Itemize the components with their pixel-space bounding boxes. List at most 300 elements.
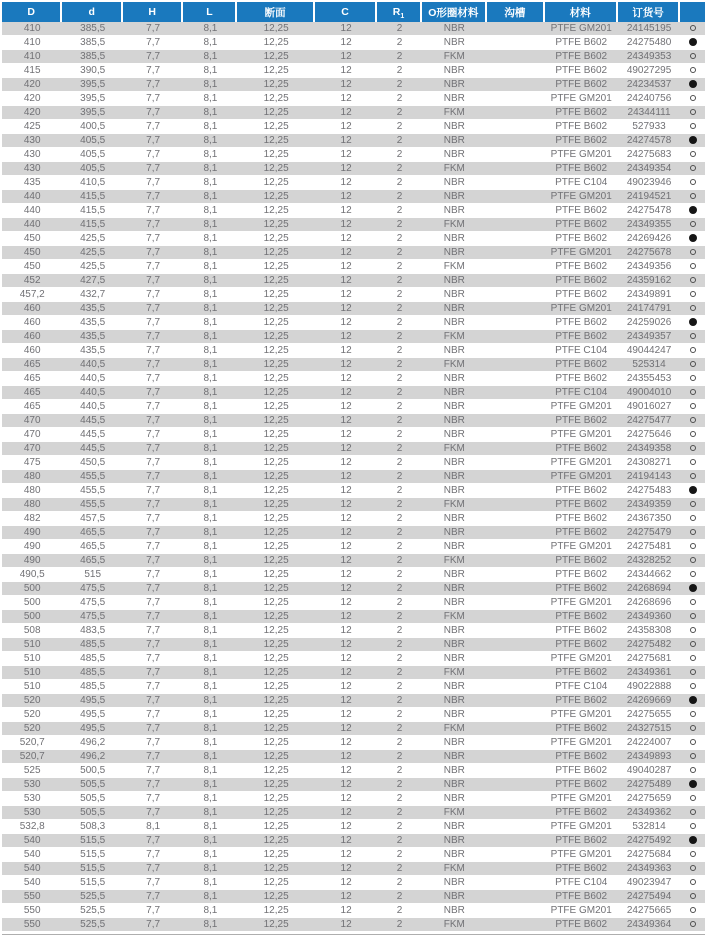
cell-d: 465,5	[62, 554, 122, 568]
table-row	[2, 36, 705, 50]
cell-status	[680, 526, 705, 540]
table-header	[2, 2, 705, 22]
cell-d: 485,5	[62, 666, 122, 680]
cell-H: 7,7	[123, 526, 183, 540]
cell-oring: NBR	[422, 78, 487, 92]
cell-oring: NBR	[422, 316, 487, 330]
cell-H: 7,7	[123, 624, 183, 638]
table-row	[2, 596, 705, 610]
circle-open-icon	[690, 683, 696, 689]
cell-C: 12	[315, 120, 378, 134]
cell-L: 8,1	[183, 484, 237, 498]
cell-L: 8,1	[183, 302, 237, 316]
cell-material: PTFE B602	[545, 134, 618, 148]
cell-order_no: 24240756	[618, 92, 681, 106]
col-header-C	[315, 2, 378, 22]
circle-open-icon	[690, 25, 696, 31]
cell-R1: 2	[377, 330, 421, 344]
cell-status	[680, 792, 705, 806]
cell-groove	[487, 148, 545, 162]
cell-H: 7,7	[123, 484, 183, 498]
cell-oring: NBR	[422, 400, 487, 414]
cell-status	[680, 750, 705, 764]
cell-groove	[487, 568, 545, 582]
cell-order_no: 24349353	[618, 50, 681, 64]
cell-duanmian: 12,25	[237, 106, 314, 120]
cell-H: 7,7	[123, 414, 183, 428]
cell-groove	[487, 344, 545, 358]
cell-order_no: 24359162	[618, 274, 681, 288]
cell-R1: 2	[377, 372, 421, 386]
circle-open-icon	[690, 459, 696, 465]
cell-material: PTFE GM201	[545, 92, 618, 106]
circle-open-icon	[690, 767, 696, 773]
cell-order_no: 49004010	[618, 386, 681, 400]
cell-order_no: 49044247	[618, 344, 681, 358]
cell-order_no: 24275646	[618, 428, 681, 442]
circle-open-icon	[690, 571, 696, 577]
circle-open-icon	[690, 613, 696, 619]
circle-open-icon	[690, 809, 696, 815]
cell-order_no: 532814	[618, 820, 681, 834]
cell-groove	[487, 260, 545, 274]
table-row	[2, 414, 705, 428]
cell-L: 8,1	[183, 232, 237, 246]
cell-status	[680, 414, 705, 428]
cell-D: 465	[2, 386, 62, 400]
cell-L: 8,1	[183, 120, 237, 134]
cell-d: 395,5	[62, 92, 122, 106]
cell-duanmian: 12,25	[237, 568, 314, 582]
cell-oring: FKM	[422, 50, 487, 64]
cell-R1: 2	[377, 526, 421, 540]
col-header-R1	[377, 2, 421, 22]
cell-duanmian: 12,25	[237, 36, 314, 50]
col-header-d	[62, 2, 122, 22]
cell-L: 8,1	[183, 568, 237, 582]
cell-R1: 2	[377, 512, 421, 526]
circle-open-icon	[690, 879, 696, 885]
table-row	[2, 526, 705, 540]
cell-duanmian: 12,25	[237, 484, 314, 498]
table-row	[2, 344, 705, 358]
circle-open-icon	[690, 501, 696, 507]
cell-d: 427,5	[62, 274, 122, 288]
cell-R1: 2	[377, 820, 421, 834]
cell-order_no: 24269669	[618, 694, 681, 708]
cell-H: 7,7	[123, 694, 183, 708]
circle-open-icon	[690, 921, 696, 927]
cell-groove	[487, 134, 545, 148]
cell-d: 455,5	[62, 498, 122, 512]
cell-duanmian: 12,25	[237, 358, 314, 372]
cell-D: 510	[2, 680, 62, 694]
cell-L: 8,1	[183, 666, 237, 680]
cell-L: 8,1	[183, 498, 237, 512]
cell-material: PTFE B602	[545, 694, 618, 708]
cell-D: 520,7	[2, 750, 62, 764]
cell-oring: NBR	[422, 778, 487, 792]
table-row	[2, 246, 705, 260]
cell-L: 8,1	[183, 344, 237, 358]
cell-R1: 2	[377, 218, 421, 232]
cell-duanmian: 12,25	[237, 274, 314, 288]
cell-material: PTFE B602	[545, 498, 618, 512]
cell-oring: NBR	[422, 834, 487, 848]
cell-d: 385,5	[62, 50, 122, 64]
cell-C: 12	[315, 274, 378, 288]
cell-R1: 2	[377, 470, 421, 484]
cell-duanmian: 12,25	[237, 890, 314, 904]
table-row	[2, 64, 705, 78]
table-row	[2, 92, 705, 106]
cell-d: 495,5	[62, 722, 122, 736]
cell-C: 12	[315, 722, 378, 736]
cell-d: 483,5	[62, 624, 122, 638]
cell-duanmian: 12,25	[237, 778, 314, 792]
cell-R1: 2	[377, 162, 421, 176]
cell-duanmian: 12,25	[237, 918, 314, 932]
cell-duanmian: 12,25	[237, 428, 314, 442]
circle-open-icon	[690, 95, 696, 101]
cell-groove	[487, 848, 545, 862]
table-bottom-rule	[2, 934, 705, 935]
circle-open-icon	[690, 249, 696, 255]
cell-D: 480	[2, 498, 62, 512]
cell-D: 465	[2, 358, 62, 372]
cell-order_no: 24275483	[618, 484, 681, 498]
cell-C: 12	[315, 918, 378, 932]
cell-status	[680, 764, 705, 778]
cell-H: 7,7	[123, 162, 183, 176]
cell-C: 12	[315, 428, 378, 442]
cell-R1: 2	[377, 148, 421, 162]
cell-order_no: 24349355	[618, 218, 681, 232]
cell-oring: NBR	[422, 876, 487, 890]
cell-groove	[487, 64, 545, 78]
cell-D: 420	[2, 106, 62, 120]
circle-open-icon	[690, 473, 696, 479]
cell-d: 495,5	[62, 708, 122, 722]
cell-D: 470	[2, 428, 62, 442]
col-header-label: L	[206, 6, 213, 18]
cell-d: 415,5	[62, 204, 122, 218]
cell-R1: 2	[377, 246, 421, 260]
cell-groove	[487, 666, 545, 680]
circle-open-icon	[690, 179, 696, 185]
cell-material: PTFE B602	[545, 918, 618, 932]
cell-d: 515,5	[62, 848, 122, 862]
cell-material: PTFE B602	[545, 274, 618, 288]
table-row	[2, 372, 705, 386]
cell-C: 12	[315, 540, 378, 554]
cell-L: 8,1	[183, 260, 237, 274]
cell-d: 475,5	[62, 610, 122, 624]
circle-filled-icon	[689, 38, 697, 46]
cell-status	[680, 470, 705, 484]
cell-C: 12	[315, 610, 378, 624]
cell-order_no: 24349364	[618, 918, 681, 932]
circle-open-icon	[690, 725, 696, 731]
cell-C: 12	[315, 456, 378, 470]
cell-R1: 2	[377, 78, 421, 92]
cell-H: 7,7	[123, 848, 183, 862]
cell-L: 8,1	[183, 372, 237, 386]
cell-status	[680, 92, 705, 106]
circle-open-icon	[690, 823, 696, 829]
circle-open-icon	[690, 865, 696, 871]
cell-order_no: 24344662	[618, 568, 681, 582]
table-row	[2, 204, 705, 218]
cell-d: 405,5	[62, 162, 122, 176]
cell-status	[680, 400, 705, 414]
cell-status	[680, 498, 705, 512]
cell-d: 455,5	[62, 470, 122, 484]
cell-L: 8,1	[183, 512, 237, 526]
cell-H: 7,7	[123, 22, 183, 36]
cell-d: 505,5	[62, 792, 122, 806]
cell-oring: NBR	[422, 274, 487, 288]
cell-oring: NBR	[422, 596, 487, 610]
cell-oring: NBR	[422, 148, 487, 162]
col-header-subscript: 1	[400, 13, 405, 21]
cell-H: 7,7	[123, 232, 183, 246]
cell-status	[680, 316, 705, 330]
cell-order_no: 24275659	[618, 792, 681, 806]
cell-H: 7,7	[123, 344, 183, 358]
cell-d: 435,5	[62, 344, 122, 358]
cell-d: 445,5	[62, 414, 122, 428]
circle-open-icon	[690, 515, 696, 521]
cell-d: 485,5	[62, 638, 122, 652]
cell-groove	[487, 176, 545, 190]
cell-C: 12	[315, 22, 378, 36]
cell-d: 440,5	[62, 400, 122, 414]
cell-R1: 2	[377, 722, 421, 736]
cell-H: 7,7	[123, 470, 183, 484]
cell-oring: NBR	[422, 414, 487, 428]
cell-C: 12	[315, 708, 378, 722]
cell-order_no: 24259026	[618, 316, 681, 330]
cell-groove	[487, 484, 545, 498]
cell-D: 540	[2, 876, 62, 890]
cell-D: 450	[2, 260, 62, 274]
cell-oring: NBR	[422, 792, 487, 806]
cell-R1: 2	[377, 64, 421, 78]
cell-D: 540	[2, 862, 62, 876]
cell-L: 8,1	[183, 456, 237, 470]
cell-oring: NBR	[422, 736, 487, 750]
cell-C: 12	[315, 568, 378, 582]
cell-R1: 2	[377, 36, 421, 50]
cell-material: PTFE GM201	[545, 540, 618, 554]
col-header-duanmian	[237, 2, 314, 22]
cell-groove	[487, 246, 545, 260]
cell-H: 7,7	[123, 876, 183, 890]
cell-groove	[487, 36, 545, 50]
cell-R1: 2	[377, 652, 421, 666]
cell-H: 7,7	[123, 190, 183, 204]
cell-duanmian: 12,25	[237, 806, 314, 820]
cell-status	[680, 638, 705, 652]
cell-material: PTFE B602	[545, 778, 618, 792]
table-row	[2, 22, 705, 36]
cell-duanmian: 12,25	[237, 50, 314, 64]
cell-material: PTFE B602	[545, 288, 618, 302]
cell-duanmian: 12,25	[237, 750, 314, 764]
table-row	[2, 848, 705, 862]
cell-material: PTFE B602	[545, 358, 618, 372]
cell-order_no: 24275482	[618, 638, 681, 652]
cell-D: 480	[2, 470, 62, 484]
cell-R1: 2	[377, 624, 421, 638]
cell-order_no: 24349362	[618, 806, 681, 820]
cell-L: 8,1	[183, 890, 237, 904]
cell-D: 540	[2, 848, 62, 862]
cell-R1: 2	[377, 22, 421, 36]
cell-H: 7,7	[123, 50, 183, 64]
cell-status	[680, 694, 705, 708]
cell-D: 450	[2, 232, 62, 246]
cell-material: PTFE C104	[545, 386, 618, 400]
cell-C: 12	[315, 64, 378, 78]
cell-d: 445,5	[62, 428, 122, 442]
cell-C: 12	[315, 36, 378, 50]
cell-status	[680, 456, 705, 470]
table-row	[2, 498, 705, 512]
cell-material: PTFE GM201	[545, 708, 618, 722]
cell-H: 7,7	[123, 148, 183, 162]
cell-duanmian: 12,25	[237, 372, 314, 386]
circle-open-icon	[690, 305, 696, 311]
cell-groove	[487, 624, 545, 638]
cell-groove	[487, 190, 545, 204]
cell-duanmian: 12,25	[237, 176, 314, 190]
table-row	[2, 386, 705, 400]
circle-open-icon	[690, 361, 696, 367]
cell-d: 415,5	[62, 190, 122, 204]
cell-L: 8,1	[183, 204, 237, 218]
cell-groove	[487, 652, 545, 666]
circle-open-icon	[690, 109, 696, 115]
circle-filled-icon	[689, 80, 697, 88]
cell-material: PTFE GM201	[545, 246, 618, 260]
circle-open-icon	[690, 753, 696, 759]
cell-H: 7,7	[123, 358, 183, 372]
cell-D: 435	[2, 176, 62, 190]
cell-status	[680, 302, 705, 316]
cell-D: 530	[2, 778, 62, 792]
cell-R1: 2	[377, 848, 421, 862]
table-row	[2, 288, 705, 302]
cell-oring: NBR	[422, 540, 487, 554]
table-row	[2, 694, 705, 708]
cell-D: 460	[2, 316, 62, 330]
cell-L: 8,1	[183, 638, 237, 652]
cell-order_no: 24275489	[618, 778, 681, 792]
cell-D: 510	[2, 638, 62, 652]
cell-groove	[487, 764, 545, 778]
cell-D: 525	[2, 764, 62, 778]
table-row	[2, 428, 705, 442]
cell-oring: NBR	[422, 652, 487, 666]
cell-C: 12	[315, 820, 378, 834]
cell-L: 8,1	[183, 330, 237, 344]
cell-d: 515,5	[62, 876, 122, 890]
cell-oring: NBR	[422, 582, 487, 596]
cell-material: PTFE GM201	[545, 848, 618, 862]
cell-groove	[487, 680, 545, 694]
cell-d: 440,5	[62, 358, 122, 372]
cell-oring: NBR	[422, 232, 487, 246]
cell-d: 385,5	[62, 36, 122, 50]
cell-order_no: 24275494	[618, 890, 681, 904]
cell-duanmian: 12,25	[237, 876, 314, 890]
cell-duanmian: 12,25	[237, 624, 314, 638]
cell-d: 515,5	[62, 862, 122, 876]
circle-open-icon	[690, 907, 696, 913]
cell-C: 12	[315, 624, 378, 638]
col-header-label: O形圈材料	[428, 6, 479, 19]
cell-d: 505,5	[62, 778, 122, 792]
cell-duanmian: 12,25	[237, 162, 314, 176]
cell-L: 8,1	[183, 876, 237, 890]
cell-C: 12	[315, 750, 378, 764]
cell-status	[680, 22, 705, 36]
cell-groove	[487, 582, 545, 596]
cell-groove	[487, 330, 545, 344]
cell-duanmian: 12,25	[237, 190, 314, 204]
cell-order_no: 24349891	[618, 288, 681, 302]
cell-d: 450,5	[62, 456, 122, 470]
cell-L: 8,1	[183, 834, 237, 848]
cell-groove	[487, 708, 545, 722]
cell-groove	[487, 554, 545, 568]
cell-R1: 2	[377, 596, 421, 610]
cell-oring: FKM	[422, 442, 487, 456]
cell-order_no: 24349361	[618, 666, 681, 680]
cell-d: 435,5	[62, 316, 122, 330]
cell-order_no: 24327515	[618, 722, 681, 736]
cell-status	[680, 428, 705, 442]
circle-open-icon	[690, 67, 696, 73]
cell-groove	[487, 400, 545, 414]
cell-H: 7,7	[123, 540, 183, 554]
cell-L: 8,1	[183, 470, 237, 484]
cell-oring: FKM	[422, 666, 487, 680]
table-row	[2, 148, 705, 162]
cell-L: 8,1	[183, 218, 237, 232]
cell-d: 385,5	[62, 22, 122, 36]
cell-D: 452	[2, 274, 62, 288]
cell-D: 430	[2, 162, 62, 176]
cell-H: 7,7	[123, 428, 183, 442]
cell-oring: NBR	[422, 22, 487, 36]
col-header-label: R	[392, 6, 401, 18]
cell-R1: 2	[377, 442, 421, 456]
cell-R1: 2	[377, 666, 421, 680]
table-body	[2, 22, 705, 932]
cell-status	[680, 134, 705, 148]
cell-material: PTFE B602	[545, 484, 618, 498]
cell-D: 508	[2, 624, 62, 638]
cell-D: 550	[2, 904, 62, 918]
cell-d: 432,7	[62, 288, 122, 302]
cell-d: 485,5	[62, 680, 122, 694]
cell-order_no: 49022888	[618, 680, 681, 694]
cell-order_no: 24275678	[618, 246, 681, 260]
cell-material: PTFE B602	[545, 64, 618, 78]
